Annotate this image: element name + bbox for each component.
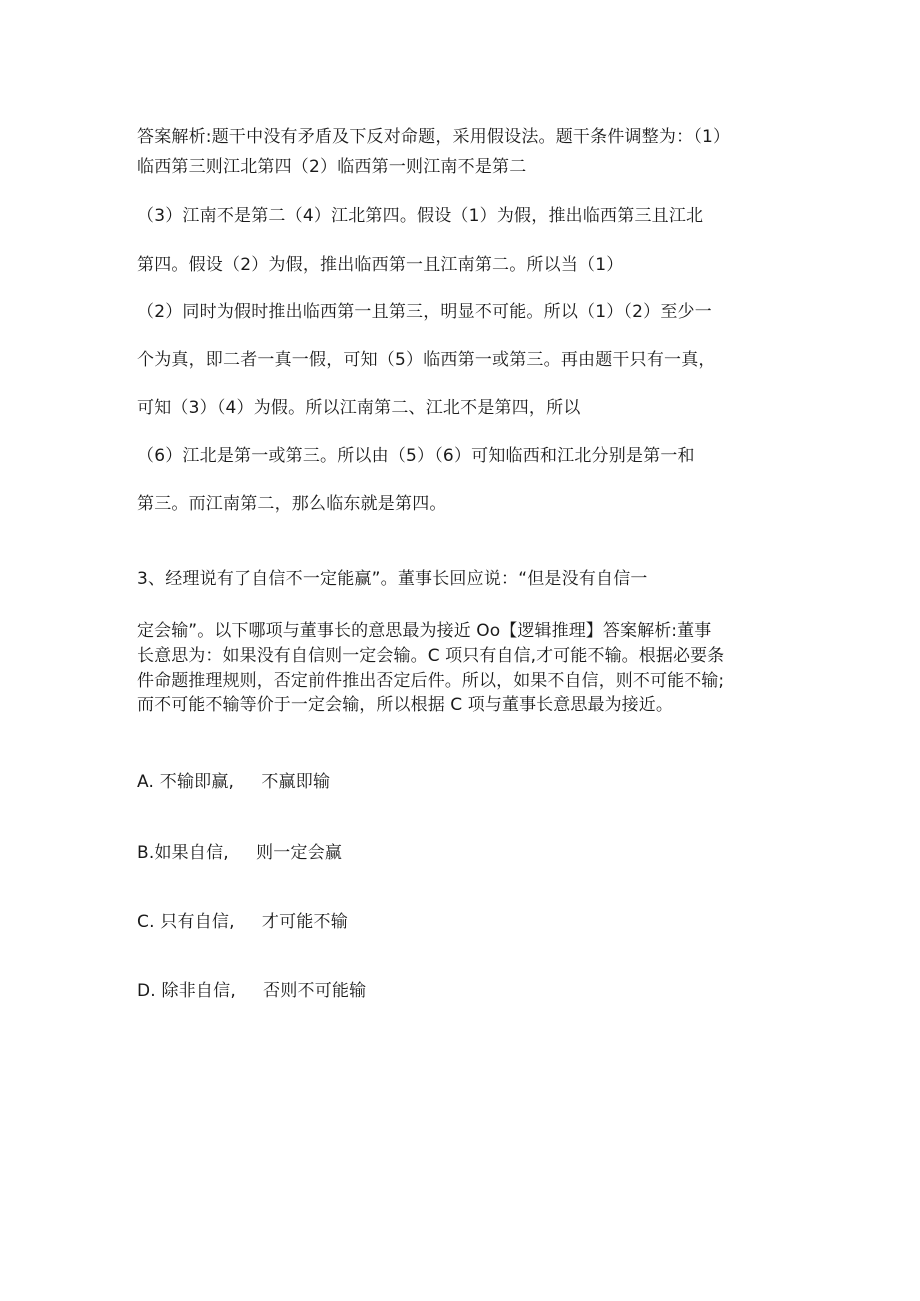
answer-line-7: 可知（3）（4）为假。所以江南第二、江北不是第四，所以: [137, 398, 581, 418]
question-explanation-line-1: 定会输”。以下哪项与董事长的意思最为接近 Oo【逻辑推理】答案解析:董事: [137, 621, 712, 641]
question-explanation-line-4: 而不可能不输等价于一定会输，所以根据 C 项与董事长意思最为接近。: [137, 695, 673, 715]
option-c-text-2: 才可能不输: [261, 912, 348, 932]
answer-line-5: （2）同时为假时推出临西第一且第三，明显不可能。所以（1）（2）至少一: [137, 302, 712, 322]
answer-line-4: 第四。假设（2）为假，推出临西第一且江南第二。所以当（1）: [137, 255, 624, 275]
option-d-text-1: 除非自信,: [161, 981, 236, 1001]
option-d: [137, 980, 366, 1002]
option-c: [137, 911, 348, 933]
answer-line-6: 个为真，即二者一真一假，可知（5）临西第一或第三。再由题干只有一真，: [137, 350, 716, 370]
option-a-text-1: 不输即赢,: [159, 772, 235, 792]
option-b-text-1: 如果自信,: [154, 843, 229, 863]
answer-line-8: （6）江北是第一或第三。所以由（5）（6）可知临西和江北分别是第一和: [137, 446, 695, 466]
answer-line-3: （3）江南不是第二（4）江北第四。假设（1）为假，推出临西第三且江北: [137, 206, 704, 226]
question-explanation-line-2: 长意思为：如果没有自信则一定会输。C 项只有自信,才可能不输。根据必要条: [137, 646, 725, 666]
option-b: [137, 842, 342, 864]
answer-line-2: 临西第三则江北第四（2）临西第一则江南不是第二: [137, 157, 527, 177]
option-d-text-2: 否则不可能输: [263, 981, 367, 1001]
option-b-text-2: 则一定会赢: [256, 843, 343, 863]
option-c-text-1: 只有自信,: [160, 912, 235, 932]
option-a-letter: A.: [137, 772, 155, 792]
option-c-letter: C.: [137, 912, 155, 932]
option-a-text-2: 不赢即输: [261, 772, 331, 792]
question-explanation-line-3: 件命题推理规则，否定前件推出否定后件。所以，如果不自信，则不可能不输;: [137, 671, 725, 691]
option-b-letter: B.: [137, 843, 155, 863]
question-stem-line-1: 3、经理说有了自信不一定能赢”。董事长回应说：“但是没有自信一: [137, 569, 648, 589]
answer-line-9: 第三。而江南第二，那么临东就是第四。: [137, 494, 447, 514]
answer-line-1: 答案解析:题干中没有矛盾及下反对命题，采用假设法。题干条件调整为：（1）: [137, 127, 731, 147]
option-a: [137, 771, 330, 793]
option-d-letter: D.: [137, 981, 156, 1001]
